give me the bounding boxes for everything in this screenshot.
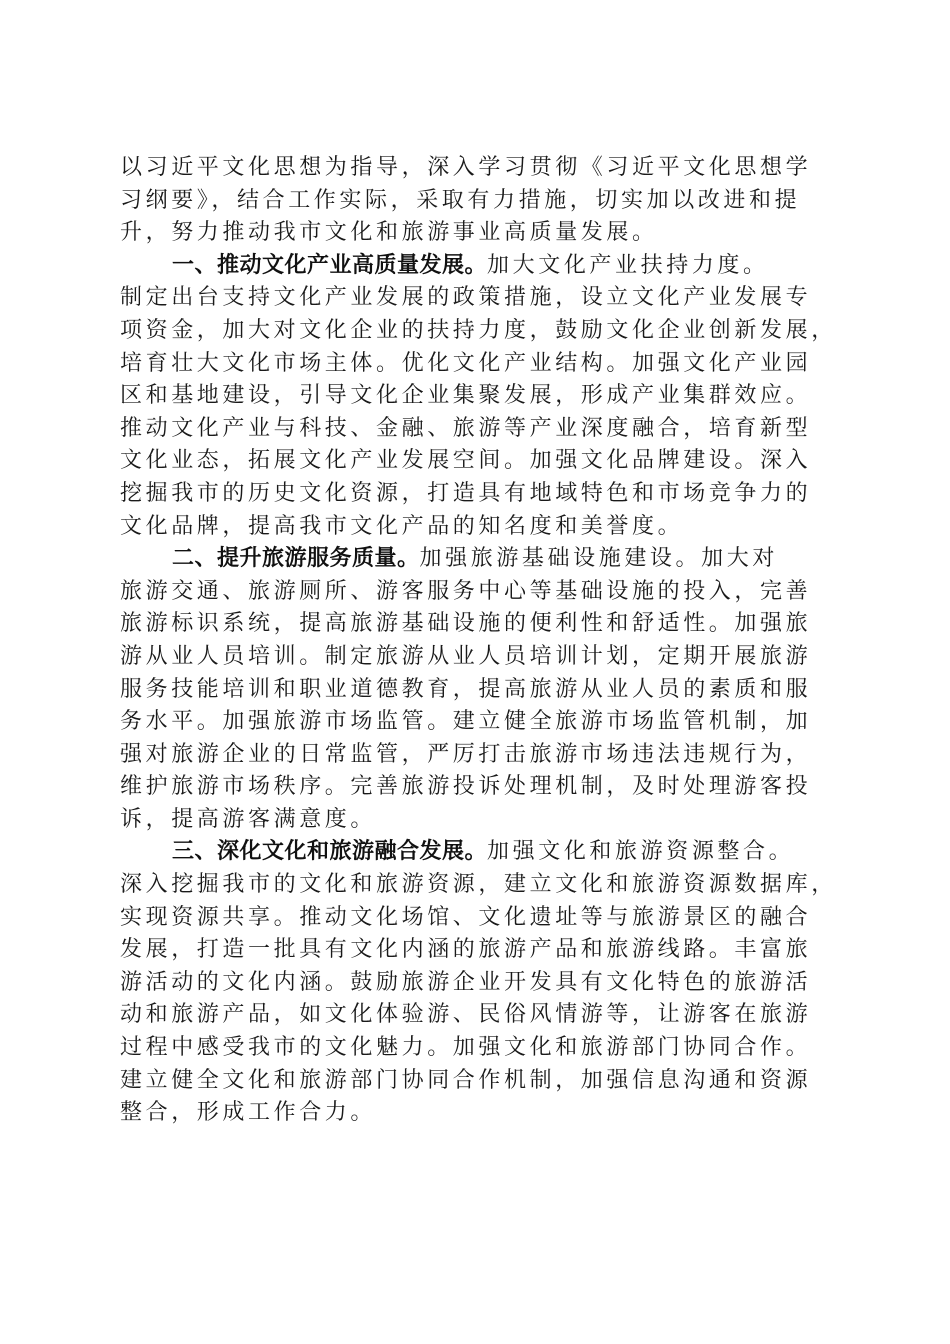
text-line: 习纲要》，结合工作实际，采取有力措施，切实加以改进和提 xyxy=(120,187,801,213)
section-heading: 三、深化文化和旅游融合发展。 xyxy=(172,839,488,865)
section-1-paragraph xyxy=(120,250,880,543)
section-2-paragraph xyxy=(120,543,880,836)
section-first-line xyxy=(120,836,880,869)
text-run: 加强旅游基础设施建设。加大对 xyxy=(419,546,778,572)
intro-paragraph xyxy=(120,152,880,250)
text-line: 挖掘我市的历史文化资源，打造具有地域特色和市场竞争力的 xyxy=(120,480,812,506)
section-heading: 二、提升旅游服务质量。 xyxy=(172,546,420,572)
text-line: 区和基地建设，引导文化企业集聚发展，形成产业集群效应。 xyxy=(120,383,812,409)
text-run: 加强文化和旅游资源整合。 xyxy=(487,839,795,865)
text-line: 维护旅游市场秩序。完善旅游投诉处理机制，及时处理游客投 xyxy=(120,774,812,800)
text-line: 强对旅游企业的日常监管，严厉打击旅游市场违法违规行为， xyxy=(120,741,812,767)
text-line: 实现资源共享。推动文化场馆、文化遗址等与旅游景区的融合 xyxy=(120,904,812,930)
text-line: 升，努力推动我市文化和旅游事业高质量发展。 xyxy=(120,220,658,246)
text-line: 旅游交通、旅游厕所、游客服务中心等基础设施的投入，完善 xyxy=(120,578,812,604)
text-line: 旅游标识系统，提高旅游基础设施的便利性和舒适性。加强旅 xyxy=(120,611,812,637)
text-line: 发展，打造一批具有文化内涵的旅游产品和旅游线路。丰富旅 xyxy=(120,937,812,963)
text-line: 以习近平文化思想为指导，深入学习贯彻《习近平文化思想学 xyxy=(120,155,812,180)
text-line: 服务技能培训和职业道德教育，提高旅游从业人员的素质和服 xyxy=(120,676,812,702)
section-3-paragraph xyxy=(120,836,880,1129)
text-line: 建立健全文化和旅游部门协同合作机制，加强信息沟通和资源 xyxy=(120,1067,812,1093)
text-line: 动和旅游产品，如文化体验游、民俗风情游等，让游客在旅游 xyxy=(120,1002,812,1028)
text-line: 整合，形成工作合力。 xyxy=(120,1100,377,1126)
text-line: 培育壮大文化市场主体。优化文化产业结构。加强文化产业园 xyxy=(120,350,812,376)
text-run: 加大文化产业扶持力度。 xyxy=(487,252,769,278)
document-body xyxy=(120,152,880,1130)
text-line: 项资金，加大对文化企业的扶持力度，鼓励文化企业创新发展， xyxy=(120,317,837,343)
text-line: 推动文化产业与科技、金融、旅游等产业深度融合，培育新型 xyxy=(120,415,812,441)
text-line: 深入挖掘我市的文化和旅游资源，建立文化和旅游资源数据库， xyxy=(120,872,837,898)
text-line: 诉，提高游客满意度。 xyxy=(120,806,377,832)
section-heading: 一、推动文化产业高质量发展。 xyxy=(172,252,488,278)
section-first-line xyxy=(120,543,880,576)
section-first-line xyxy=(120,250,880,283)
text-line: 务水平。加强旅游市场监管。建立健全旅游市场监管机制，加 xyxy=(120,709,812,735)
text-line: 制定出台支持文化产业发展的政策措施，设立文化产业发展专 xyxy=(120,285,812,311)
text-line: 文化品牌，提高我市文化产品的知名度和美誉度。 xyxy=(120,513,684,539)
text-line: 文化业态，拓展文化产业发展空间。加强文化品牌建设。深入 xyxy=(120,448,812,474)
text-line: 过程中感受我市的文化魅力。加强文化和旅游部门协同合作。 xyxy=(120,1035,812,1061)
text-line: 游活动的文化内涵。鼓励旅游企业开发具有文化特色的旅游活 xyxy=(120,969,812,995)
text-line: 游从业人员培训。制定旅游从业人员培训计划，定期开展旅游 xyxy=(120,643,812,669)
